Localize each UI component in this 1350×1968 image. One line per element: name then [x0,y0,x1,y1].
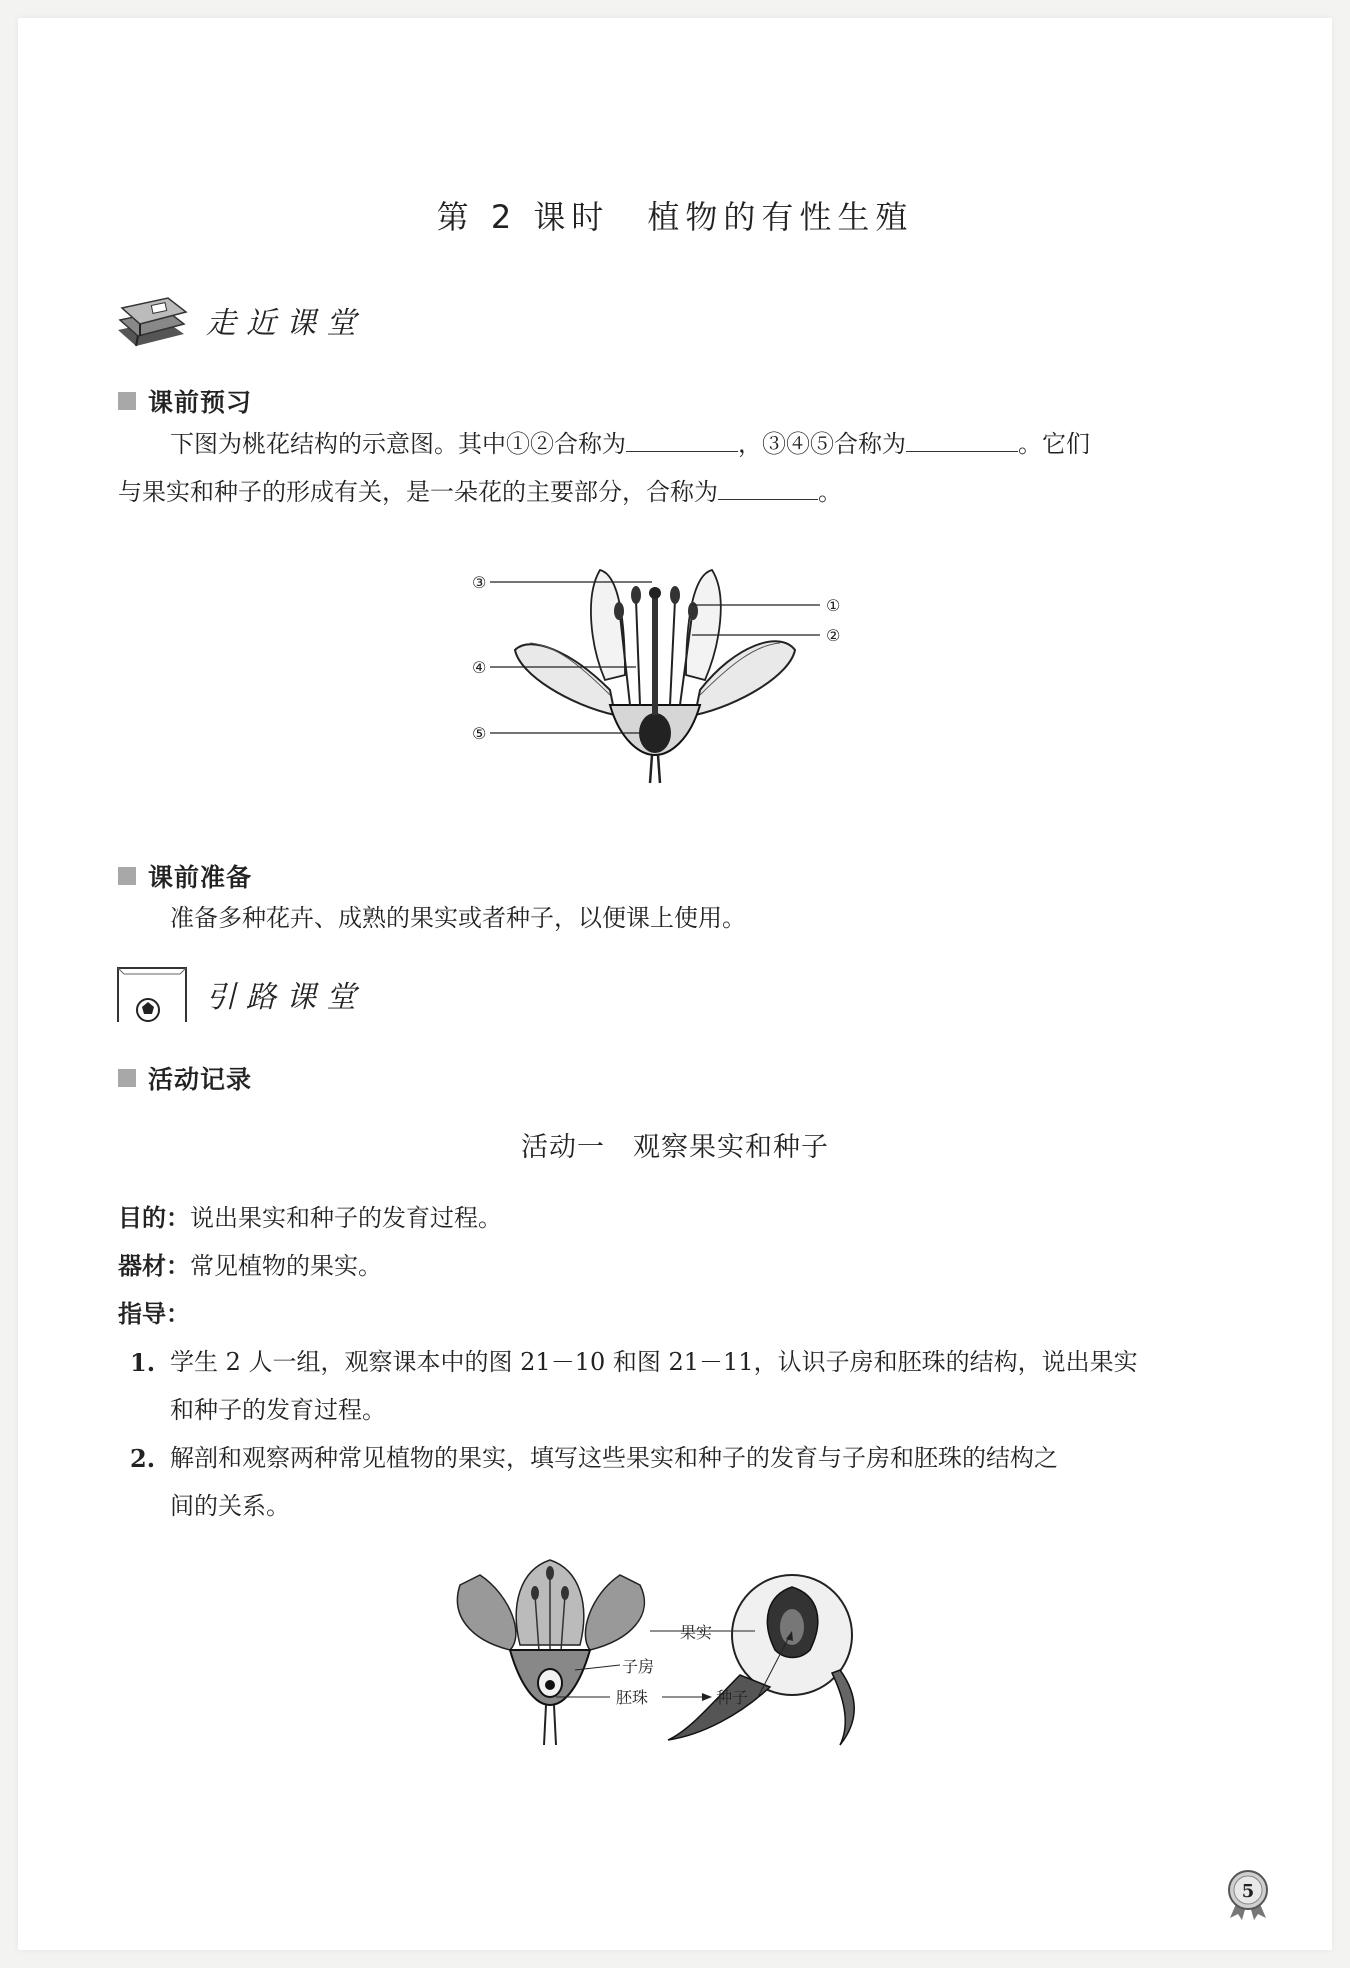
activity-title: 活动一 观察果实和种子 [521,1132,829,1163]
step-1-number: 1. [130,1348,156,1377]
guide-label: 指导： [118,1300,190,1328]
fruit-label-fruit: 果实 [680,1623,713,1642]
subhead-prepare [118,858,252,894]
fruit-label-ovary: 子房 [622,1657,655,1676]
materials-line [118,1242,382,1290]
subhead-activity-record [118,1060,252,1096]
materials-text: 常见植物的果实。 [190,1252,382,1280]
preview-text-2a: 与果实和种子的形成有关，是一朵花的主要部分，合称为 [118,478,718,506]
square-bullet-icon [118,867,136,885]
lesson-title: 第 2 课时 植物的有性生殖 [436,198,914,236]
step-2-line-1: 解剖和观察两种常见植物的果实，填写这些果实和种子的发育与子房和胚珠的结构之 [170,1444,1058,1472]
answer-blank-1[interactable] [626,423,738,452]
step-1-line-2: 和种子的发育过程。 [170,1396,386,1424]
section-guide-class-label: 引路课堂 [206,980,366,1015]
purpose-text: 说出果实和种子的发育过程。 [190,1204,502,1232]
preview-text-1b: ，③④⑤合称为 [738,430,906,458]
section-guide-class [112,962,366,1026]
flower-label-3: ③ [472,573,487,592]
books-icon [112,290,192,350]
section-enter-class-label: 走近课堂 [206,306,366,341]
preview-heading: 课前预习 [148,388,253,417]
page-number-badge [1222,1868,1274,1920]
materials-label: 器材： [118,1252,190,1280]
activity-record-heading: 活动记录 [148,1065,253,1094]
peach-flower-diagram [460,555,860,795]
prepare-text: 准备多种花卉、成熟的果实或者种子，以便课上使用。 [170,904,746,932]
flower-to-fruit-diagram [440,1555,880,1755]
answer-blank-3[interactable] [718,471,818,500]
preview-text-1a: 下图为桃花结构的示意图。其中①②合称为 [170,430,626,458]
square-bullet-icon [118,392,136,410]
step-2-line-2: 间的关系。 [170,1492,290,1520]
answer-blank-2[interactable] [906,423,1018,452]
prepare-heading: 课前准备 [148,863,253,892]
flower-label-5: ⑤ [472,724,487,743]
soccer-goal-icon [112,962,192,1026]
section-enter-class [112,290,366,350]
purpose-label: 目的： [118,1204,190,1232]
flower-label-1: ① [826,596,841,615]
flower-label-4: ④ [472,658,487,677]
preview-line-1 [170,420,1090,468]
step-1-line-1: 学生 2 人一组，观察课本中的图 21－10 和图 21－11，认识子房和胚珠的结构，说出果实 [170,1348,1138,1376]
fruit-label-ovule: 胚珠 [616,1688,649,1707]
preview-text-2b: 。 [818,478,842,506]
square-bullet-icon [118,1069,136,1087]
preview-line-2 [118,468,842,516]
purpose-line [118,1194,502,1242]
fruit-label-seed: 种子 [716,1688,749,1707]
preview-text-1c: 。它们 [1018,430,1090,458]
flower-label-2: ② [826,626,841,645]
step-2-number: 2. [130,1444,156,1473]
guide-line [118,1290,190,1338]
page-number: 5 [1241,1881,1255,1902]
subhead-preview [118,383,252,419]
